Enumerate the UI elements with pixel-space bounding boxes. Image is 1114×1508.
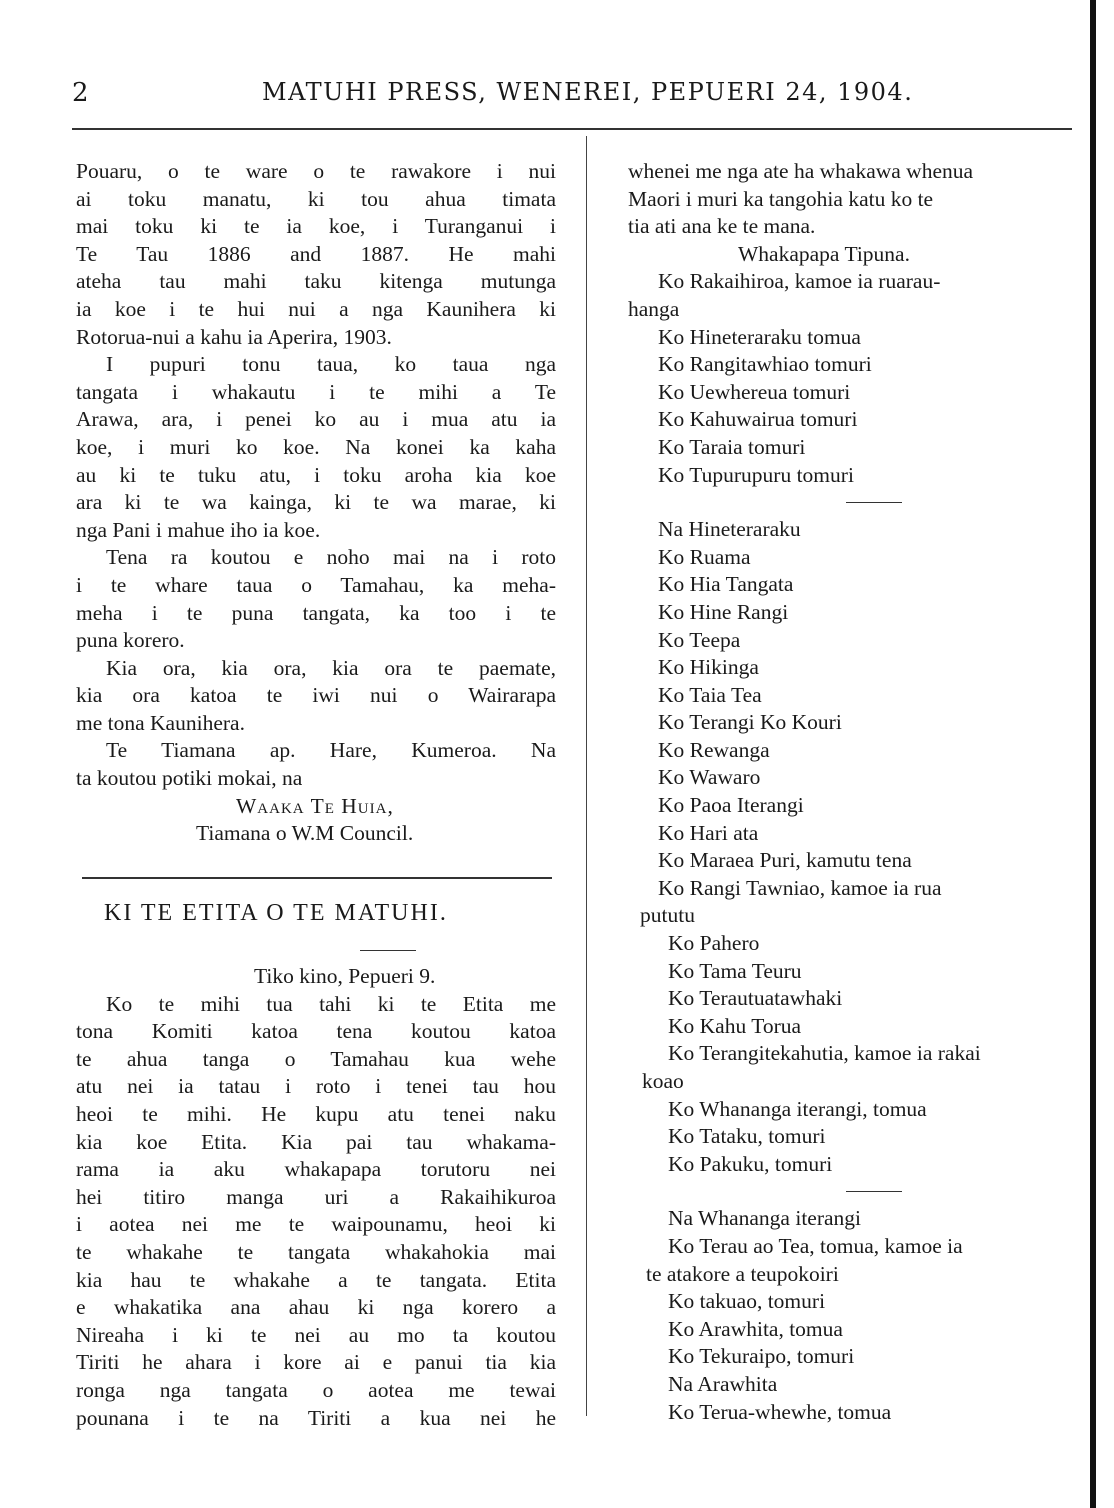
text-line: pounana i te na Tiriti a kua nei he	[76, 1405, 556, 1430]
text-line: ara ki te wa kainga, ki te wa marae, ki	[76, 490, 556, 515]
genealogy-line: Ko Paoa Iterangi	[658, 793, 804, 818]
text-line: ateha tau mahi taku kitenga mutunga	[76, 269, 556, 294]
genealogy-line: Ko Terautuatawhaki	[668, 986, 843, 1011]
section-divider	[82, 877, 552, 879]
text-line: koe, i muri ko koe. Na konei ka kaha	[76, 434, 556, 459]
genealogy-line: Ko Whananga iterangi, tomua	[668, 1096, 927, 1121]
genealogy-line: Ko Rangitawhiao tomuri	[658, 352, 872, 377]
signature-name: Waaka Te Huia,	[236, 793, 394, 818]
text-line: te ahua tanga o Tamahau kua wehe	[76, 1046, 556, 1071]
text-line: Maori i muri ka tangohia katu ko te	[628, 186, 934, 211]
letter-to-editor	[76, 938, 556, 1432]
signature-title: Tiamana o W.M Council.	[196, 821, 414, 846]
genealogy-line: koao	[642, 1069, 684, 1093]
text-line: rama ia aku whakapapa torutoru nei	[76, 1157, 556, 1182]
text-line: me tona Kaunihera.	[76, 710, 245, 735]
text-line: heoi te mihi. He kupu atu tenei naku	[76, 1101, 556, 1126]
running-head: MATUHI PRESS, WENEREI, PEPUERI 24, 1904.	[262, 78, 914, 106]
genealogy-line: Ko Taia Tea	[658, 682, 762, 707]
text-line: Rotorua-nui a kahu ia Aperira, 1903.	[76, 324, 392, 349]
genealogy-line: Ko Tupurupuru tomuri	[658, 462, 854, 487]
genealogy-line: Ko Arawhita, tomua	[668, 1316, 843, 1341]
text-line: whenei me nga ate ha whakawa whenua	[628, 159, 974, 183]
genealogy-line: Ko Uewhereua tomuri	[658, 379, 851, 404]
genealogy-line: te atakore a teupokoiri	[646, 1261, 839, 1286]
text-line: ronga nga tangata o aotea me tewai	[76, 1377, 556, 1402]
text-line: kia ora katoa te iwi nui o Wairarapa	[76, 683, 556, 708]
genealogy-line: Ko Ruama	[658, 544, 751, 569]
text-line: kia koe Etita. Kia pai tau whakama-	[76, 1129, 556, 1154]
genealogy-line: Ko Teepa	[658, 627, 741, 652]
genealogy-line: Ko Kahuwairua tomuri	[658, 407, 858, 432]
genealogy-rule	[846, 502, 902, 503]
page-number: 2	[72, 78, 89, 108]
text-line: Nireaha i ki te nei au mo ta koutou	[76, 1322, 556, 1347]
genealogy-line: Na Arawhita	[668, 1371, 778, 1396]
genealogy-line: Ko Rakaihiroa, kamoe ia ruarau-	[658, 269, 941, 294]
page-edge-shadow	[1090, 0, 1096, 1508]
genealogy-line: Ko Tama Teuru	[668, 958, 802, 983]
genealogy-line: Ko Terua-whewhe, tomua	[668, 1399, 892, 1424]
text-line: atu nei ia tatau i roto i tenei tau hou	[76, 1074, 556, 1099]
text-line: tangata i whakautu i te mihi a Te	[76, 379, 556, 404]
genealogy-line: Ko Terangitekahutia, kamoe ia rakai	[668, 1041, 981, 1066]
text-line: au ki te tuku atu, i toku aroha kia koe	[76, 462, 556, 487]
genealogy-line: Ko Terangi Ko Kouri	[658, 710, 842, 735]
text-line: nga Pani i mahue iho ia koe.	[76, 517, 321, 542]
heading-rule	[360, 950, 416, 951]
genealogy-line: Na Whananga iterangi	[668, 1206, 862, 1231]
text-line: ai toku manatu, ki tou ahua timata	[76, 186, 556, 211]
genealogy-line: hanga	[628, 296, 680, 321]
genealogy-line: Ko Tataku, tomuri	[668, 1124, 826, 1149]
text-line: Tiriti he ahara i kore ai e panui tia kia	[76, 1350, 556, 1375]
genealogy-line: Ko takuao, tomuri	[668, 1289, 826, 1314]
genealogy-line: Na Hineteraraku	[658, 517, 801, 542]
genealogy-rule	[846, 1191, 902, 1192]
right-column	[628, 158, 1078, 1426]
genealogy-line: pututu	[640, 903, 695, 928]
genealogy-line: Ko Terau ao Tea, tomua, kamoe ia	[668, 1233, 963, 1258]
text-line: ia koe i te hui nui a nga Kaunihera ki	[76, 296, 556, 321]
genealogy-line: Ko Hari ata	[658, 820, 759, 845]
genealogy-line: Ko Maraea Puri, kamutu tena	[658, 848, 912, 873]
text-line: Te Tiamana ap. Hare, Kumeroa. Na	[106, 738, 556, 763]
text-line: Pouaru, o te ware o te rawakore i nui	[76, 159, 556, 183]
text-line: I pupuri tonu taua, ko taua nga	[106, 352, 556, 377]
text-line: Te Tau 1886 and 1887. He mahi	[76, 241, 556, 266]
genealogy-line: Ko Kahu Torua	[668, 1013, 802, 1038]
text-line: Ko te mihi tua tahi ki te Etita me	[106, 991, 556, 1016]
genealogy-line: Ko Hineteraraku tomua	[658, 324, 861, 349]
text-line: tona Komiti katoa tena koutou katoa	[76, 1019, 556, 1044]
page-header	[72, 78, 1072, 118]
text-line: tia ati ana ke te mana.	[628, 214, 816, 239]
text-line: i aotea nei me te waipounamu, heoi ki	[76, 1212, 556, 1237]
text-line: ta koutou potiki mokai, na	[76, 766, 303, 791]
text-line: Tena ra koutou e noho mai na i roto	[106, 545, 556, 570]
genealogy-line: Ko Hine Rangi	[658, 599, 789, 624]
genealogy-line: Ko Hikinga	[658, 655, 759, 680]
text-line: e whakatika ana ahau ki nga korero a	[76, 1295, 556, 1320]
text-line: Arawa, ara, i penei ko au i mua atu ia	[76, 407, 556, 432]
text-line: Kia ora, kia ora, kia ora te paemate,	[106, 655, 556, 680]
genealogy-line: Ko Hia Tangata	[658, 572, 794, 597]
left-column	[76, 158, 556, 848]
genealogy-title: Whakapapa Tipuna.	[738, 241, 910, 266]
text-line: mai toku ki te ia koe, i Turanganui i	[76, 214, 556, 239]
text-line: hei titiro manga uri a Rakaihikuroa	[76, 1184, 556, 1209]
text-line: te whakahe te tangata whakahokia mai	[76, 1239, 556, 1264]
header-rule	[72, 128, 1072, 130]
genealogy-line: Ko Pahero	[668, 931, 760, 956]
dateline: Tiko kino, Pepueri 9.	[254, 964, 436, 988]
genealogy-line: Ko Taraia tomuri	[658, 434, 806, 459]
text-line: puna korero.	[76, 628, 185, 653]
genealogy-line: Ko Rewanga	[658, 737, 770, 762]
text-line: meha i te puna tangata, ka too i te	[76, 600, 556, 625]
column-divider	[586, 136, 587, 1416]
genealogy-line: Ko Pakuku, tomuri	[668, 1151, 833, 1176]
text-line: kia hau te whakahe a te tangata. Etita	[76, 1267, 556, 1292]
section-heading: KI TE ETITA O TE MATUHI.	[104, 900, 448, 926]
genealogy-line: Ko Rangi Tawniao, kamoe ia rua	[658, 875, 942, 900]
genealogy-line: Ko Wawaro	[658, 765, 761, 790]
text-line: i te whare taua o Tamahau, ka meha-	[76, 572, 556, 597]
genealogy-line: Ko Tekuraipo, tomuri	[668, 1344, 855, 1369]
